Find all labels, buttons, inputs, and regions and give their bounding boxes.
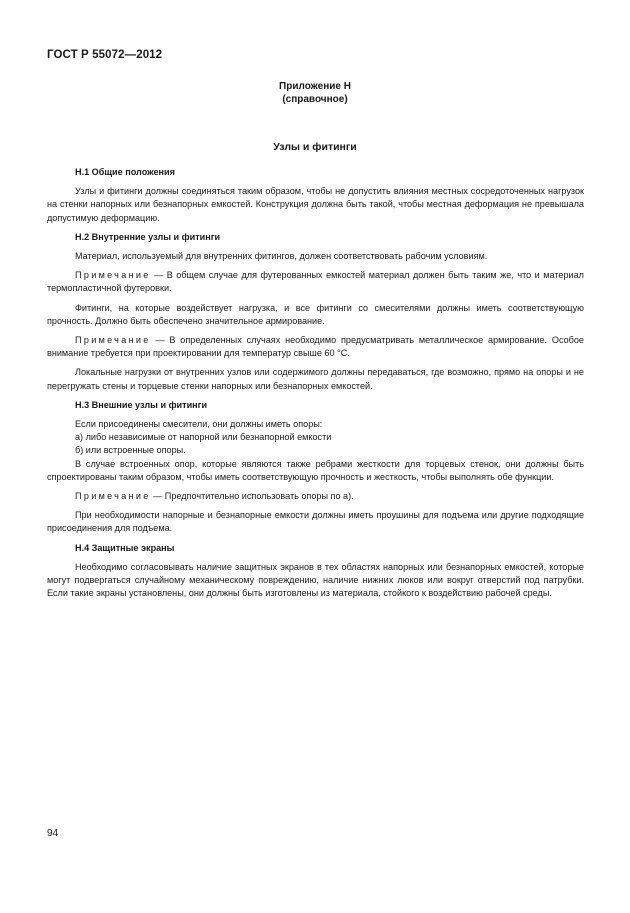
note-label: Примечание <box>75 335 151 346</box>
paragraph: При необходимости напорные и безнапорные емкости должны иметь проушины для подъема или другие подходящие присоединения для подъема. <box>47 510 584 534</box>
note-paragraph <box>47 269 584 295</box>
note-paragraph <box>47 490 584 503</box>
section-heading-h2: Н.2 Внутренние узлы и фитинги <box>75 231 221 242</box>
paragraph: Если присоединены смесители, они должны иметь опоры: <box>75 419 323 430</box>
paragraph: Узлы и фитинги должны соединяться таким образом, чтобы не допустить влияния местных сосредоточенных нагрузок на стенки напорных или безнапорных емкостей. Конструкция должна быть такой, чтобы местная деформация не превышала допустимую деформацию. <box>47 186 584 223</box>
paragraph: В случае встроенных опор, которые являются также ребрами жесткости для торцевых стенок, они должны быть спроектированы таким образом, чтобы иметь соответствующую прочность и жесткость, чтобы выполнять обе функции. <box>47 458 584 482</box>
paragraph: Локальные нагрузки от внутренних узлов или содержимого должны передаваться, где возможно, прямо на опоры и не перегружать стены и торцевые стенки напорных или безнапорных емкостей. <box>47 367 584 391</box>
document-body <box>47 166 584 606</box>
note-label: Примечание <box>75 491 151 502</box>
note-text: — В определенных случаях необходимо предусматривать металлическое армирование. Особое внимание требуется при проектировании для температур свыше 60 °С. <box>47 335 584 359</box>
list-item: а) либо независимые от напорной или безнапорной емкости <box>75 432 332 443</box>
note-label: Примечание <box>75 270 151 281</box>
note-text: — В общем случае для футерованных емкостей материал должен быть таким же, что и материал термопластичной футеровки. <box>47 270 584 294</box>
note-text: — Предпочтительно использовать опоры по а). <box>150 491 354 502</box>
section-heading-h4: Н.4 Защитные экраны <box>75 542 175 553</box>
page-number: 94 <box>47 828 59 839</box>
appendix-title: Приложение Н <box>279 81 351 92</box>
section-heading-h3: Н.3 Внешние узлы и фитинги <box>75 399 208 410</box>
appendix-subtitle: (справочное) <box>282 94 348 105</box>
section-heading-h1: Н.1 Общие положения <box>75 167 175 177</box>
paragraph: Необходимо согласовывать наличие защитных экранов в тех областях напорных или безнапорных емкостей, которые могут подвергаться случайному механическому повреждению, наличие нижних люков или вокруг отверстий под патрубки. Если такие экраны установлены, они должны быть изготовлены из материала, стойкого к воздействию рабочей среды. <box>47 561 584 599</box>
paragraph: Материал, используемый для внутренних фитингов, должен соответствовать рабочим условиям. <box>75 251 488 262</box>
document-number: ГОСТ Р 55072—2012 <box>47 49 163 61</box>
note-paragraph <box>47 334 584 360</box>
paragraph: Фитинги, на которые воздействует нагрузка, и все фитинги со смесителями должны иметь соответствующую прочность. Должно быть обеспечено значительное армирование. <box>47 302 584 326</box>
list-item: б) или встроенные опоры. <box>75 445 186 456</box>
annex-heading: Узлы и фитинги <box>273 141 357 153</box>
